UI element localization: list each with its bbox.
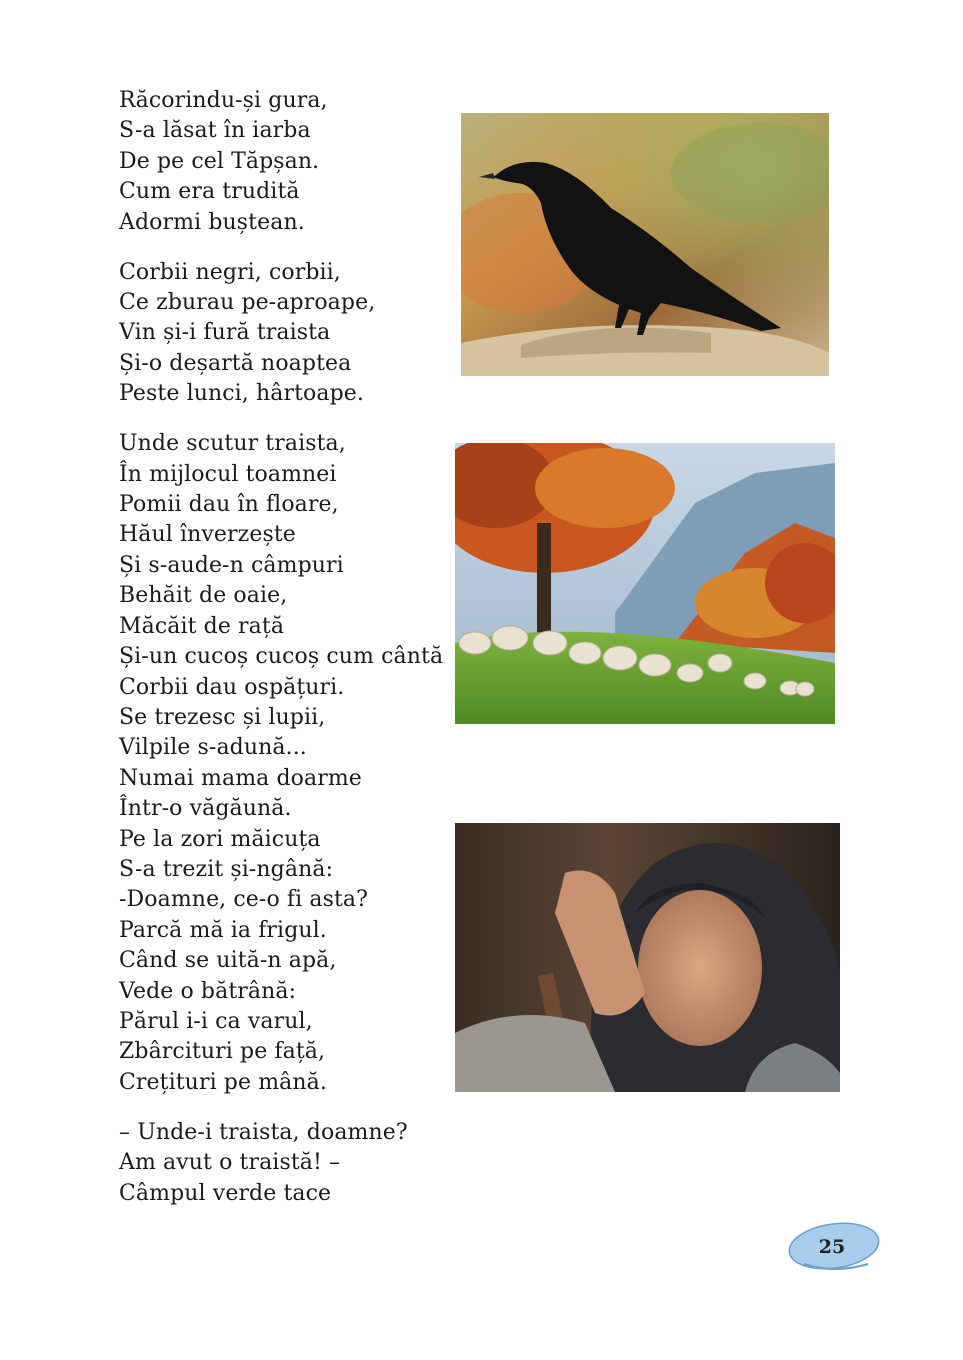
poem-line: -Doamne, ce-o fi asta? (119, 887, 369, 913)
poem-line: Cum era trudită (119, 179, 300, 205)
crow-photo (461, 113, 829, 376)
poem-line: Câmpul verde tace (119, 1180, 332, 1206)
poem-line: Măcăit de rață (119, 613, 285, 639)
poem-line: Am avut o traistă! – (119, 1150, 341, 1176)
page-number-badge (784, 1220, 880, 1274)
stanza-2 (119, 258, 449, 410)
poem-line: S-a lăsat în iarba (119, 118, 311, 144)
poem-line: S-a trezit și-ngână: (119, 856, 334, 882)
poem-line: Pomii dau în floare, (119, 492, 339, 518)
page-number: 25 (818, 1236, 846, 1258)
poem-line: Behăit de oaie, (119, 583, 288, 609)
stanza-1 (119, 86, 449, 238)
poem-line: – Unde-i traista, doamne? (119, 1119, 408, 1145)
stanza-4 (119, 1118, 449, 1209)
poem-line: Parcă mă ia frigul. (119, 917, 327, 943)
poem-line: Pe la zori măicuța (119, 826, 321, 852)
poem-line: Numai mama doarme (119, 765, 362, 791)
poem-line: Corbii negri, corbii, (119, 259, 341, 285)
poem-line: Răcorindu-și gura, (119, 88, 328, 113)
poem-line: În mijlocul toamnei (119, 461, 337, 487)
poem-line: Adormi buștean. (119, 209, 305, 235)
poem-line: Ce zburau pe-aproape, (119, 290, 376, 316)
poem-line: Vilpile s-adună... (119, 735, 307, 761)
poem-line: Și-un cucoș cucoș cum cântă (119, 644, 444, 670)
poem-line: Se trezesc și lupii, (119, 704, 326, 730)
poem-line: Corbii dau ospățuri. (119, 674, 345, 700)
poem-line: Hăul înverzește (119, 522, 296, 548)
old-woman-photo (455, 823, 840, 1092)
poem-line: Unde scutur traista, (119, 431, 346, 457)
poem-line: De pe cel Tăpșan. (119, 148, 320, 174)
poem (119, 86, 449, 1229)
poem-line: Vede o bătrână: (119, 978, 297, 1004)
poem-line: Vin și-i fură traista (119, 320, 331, 346)
poem-line: Zbârcituri pe față, (119, 1039, 326, 1065)
poem-line: Părul i-i ca varul, (119, 1008, 313, 1034)
poem-line: Și-o deșartă noaptea (119, 350, 352, 376)
stanza-3 (119, 429, 449, 1098)
poem-line: Și s-aude-n câmpuri (119, 552, 344, 578)
autumn-sheep-photo (455, 443, 835, 724)
poem-line: Când se uită-n apă, (119, 948, 337, 974)
poem-line: Crețituri pe mână. (119, 1069, 327, 1095)
poem-line: Într-o văgăună. (119, 796, 292, 822)
poem-line: Peste lunci, hârtoape. (119, 381, 364, 407)
